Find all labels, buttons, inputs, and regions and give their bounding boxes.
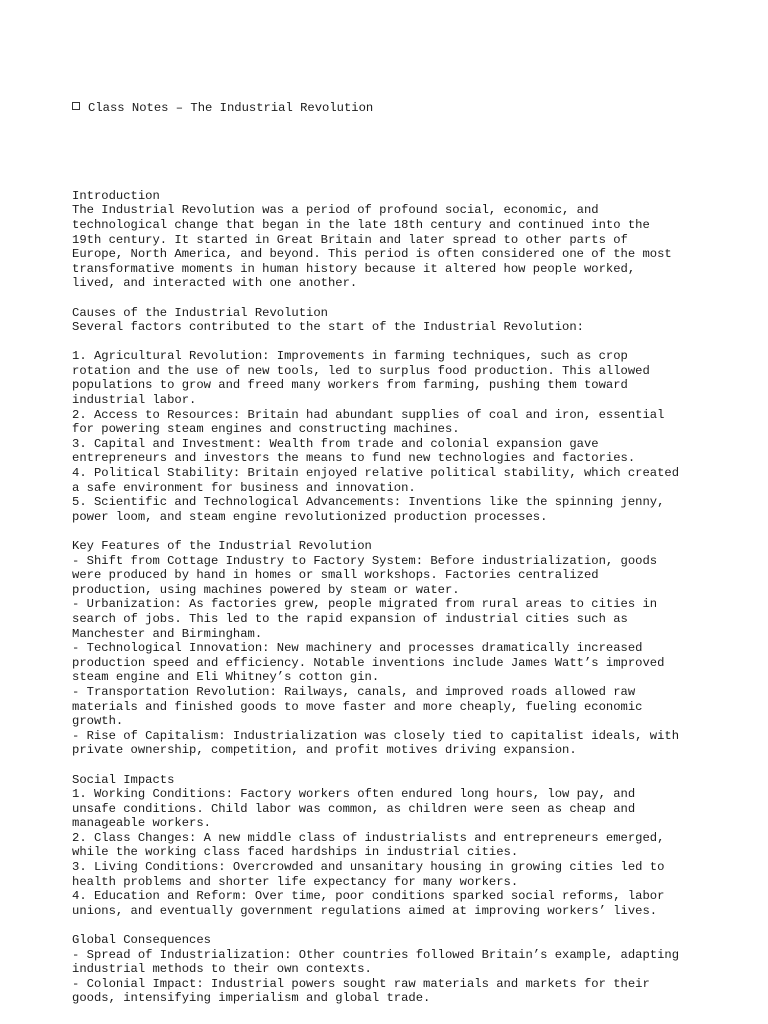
spacer xyxy=(72,758,712,773)
paragraph-line: populations to grow and freed many workers from farming, pushing them toward xyxy=(72,378,628,393)
spacer xyxy=(72,918,712,933)
paragraph-line: Europe, North America, and beyond. This period is often considered one of the most xyxy=(72,247,672,262)
document-body xyxy=(72,189,712,1006)
section-introduction xyxy=(72,189,712,306)
paragraph-line: industrial methods to their own contexts. xyxy=(72,962,372,977)
section-global-consequences xyxy=(72,933,712,1006)
paragraph-line: search of jobs. This led to the rapid expansion of industrial cities such as xyxy=(72,611,628,626)
paragraph-line: 1. Agricultural Revolution: Improvements in farming techniques, such as crop xyxy=(72,349,628,364)
section-heading: Social Impacts xyxy=(72,772,175,787)
section-social-impacts xyxy=(72,773,712,934)
document-title: Class Notes – The Industrial Revolution xyxy=(88,101,374,116)
paragraph-line: 1. Working Conditions: Factory workers often endured long hours, low pay, and xyxy=(72,787,636,802)
paragraph-line: were produced by hand in homes or small workshops. Factories centralized xyxy=(72,568,599,583)
paragraph-line: The Industrial Revolution was a period of profound social, economic, and xyxy=(72,203,599,218)
paragraph-line: - Technological Innovation: New machinery and processes dramatically increased xyxy=(72,641,643,656)
document-icon xyxy=(72,102,80,110)
paragraph-line: production, using machines powered by steam or water. xyxy=(72,582,460,597)
section-heading: Key Features of the Industrial Revolution xyxy=(72,539,372,553)
paragraph-line: Manchester and Birmingham. xyxy=(72,626,263,641)
paragraph-line: private ownership, competition, and profit motives driving expansion. xyxy=(72,743,577,758)
paragraph-line: 4. Education and Reform: Over time, poor conditions sparked social reforms, labor xyxy=(72,889,665,904)
paragraph-line: rotation and the use of new tools, led to surplus food production. This allowed xyxy=(72,363,650,378)
paragraph-line: 4. Political Stability: Britain enjoyed relative political stability, which created xyxy=(72,466,680,481)
paragraph-line: power loom, and steam engine revolutionized production processes. xyxy=(72,509,548,524)
paragraph-line: 2. Class Changes: A new middle class of industrialists and entrepreneurs emerged, xyxy=(72,830,665,845)
paragraph-line: materials and finished goods to move faster and more cheaply, fueling economic xyxy=(72,699,643,714)
paragraph-line: 5. Scientific and Technological Advancements: Inventions like the spinning jenny, xyxy=(72,495,665,510)
section-intro: Several factors contributed to the start of the Industrial Revolution: xyxy=(72,320,584,335)
paragraph-line: - Shift from Cottage Industry to Factory System: Before industrialization, goods xyxy=(72,553,658,568)
section-key-features xyxy=(72,539,712,773)
paragraph-line: goods, intensifying imperialism and global trade. xyxy=(72,991,431,1006)
spacer xyxy=(72,291,712,306)
section-heading: Introduction xyxy=(72,188,160,203)
paragraph-line: - Urbanization: As factories grew, people migrated from rural areas to cities in xyxy=(72,597,658,612)
paragraph-line: - Transportation Revolution: Railways, canals, and improved roads allowed raw xyxy=(72,684,636,699)
paragraph-line: unions, and eventually government regulations aimed at improving workers’ lives. xyxy=(72,903,658,918)
paragraph-line: a safe environment for business and innovation. xyxy=(72,480,416,495)
paragraph-line: transformative moments in human history because it altered how people worked, xyxy=(72,261,636,276)
paragraph-line: 3. Capital and Investment: Wealth from trade and colonial expansion gave xyxy=(72,436,599,451)
section-heading: Causes of the Industrial Revolution xyxy=(72,305,328,320)
spacer xyxy=(72,335,712,350)
paragraph-line: industrial labor. xyxy=(72,393,197,408)
paragraph-line: production speed and efficiency. Notable inventions include James Watt’s improved xyxy=(72,655,665,670)
paragraph-line: unsafe conditions. Child labor was common, as children were seen as cheap and xyxy=(72,801,636,816)
paragraph-line: technological change that began in the late 18th century and continued into the xyxy=(72,217,650,232)
paragraph-line: growth. xyxy=(72,714,124,729)
paragraph-line: 19th century. It started in Great Britain and later spread to other parts of xyxy=(72,232,628,247)
spacer xyxy=(72,145,712,160)
section-causes xyxy=(72,306,712,540)
paragraph-line: - Rise of Capitalism: Industrialization was closely tied to capitalist ideals, with xyxy=(72,728,680,743)
paragraph-line: for powering steam engines and constructing machines. xyxy=(72,422,460,437)
paragraph-line: 2. Access to Resources: Britain had abundant supplies of coal and iron, essential xyxy=(72,407,665,422)
paragraph-line: health problems and shorter life expectancy for many workers. xyxy=(72,874,519,889)
paragraph-line: steam engine and Eli Whitney’s cotton gin. xyxy=(72,670,380,685)
document-page xyxy=(72,72,712,1021)
paragraph-line: 3. Living Conditions: Overcrowded and unsanitary housing in growing cities led to xyxy=(72,860,665,875)
section-heading: Global Consequences xyxy=(72,933,211,948)
spacer xyxy=(72,524,712,539)
paragraph-line: - Spread of Industrialization: Other countries followed Britain’s example, adapting xyxy=(72,947,680,962)
document-title-row xyxy=(72,101,712,116)
paragraph-line: - Colonial Impact: Industrial powers sought raw materials and markets for their xyxy=(72,976,650,991)
paragraph-line: lived, and interacted with one another. xyxy=(72,276,358,291)
paragraph-line: while the working class faced hardships in industrial cities. xyxy=(72,845,519,860)
paragraph-line: manageable workers. xyxy=(72,816,211,831)
paragraph-line: entrepreneurs and investors the means to fund new technologies and factories. xyxy=(72,451,636,466)
